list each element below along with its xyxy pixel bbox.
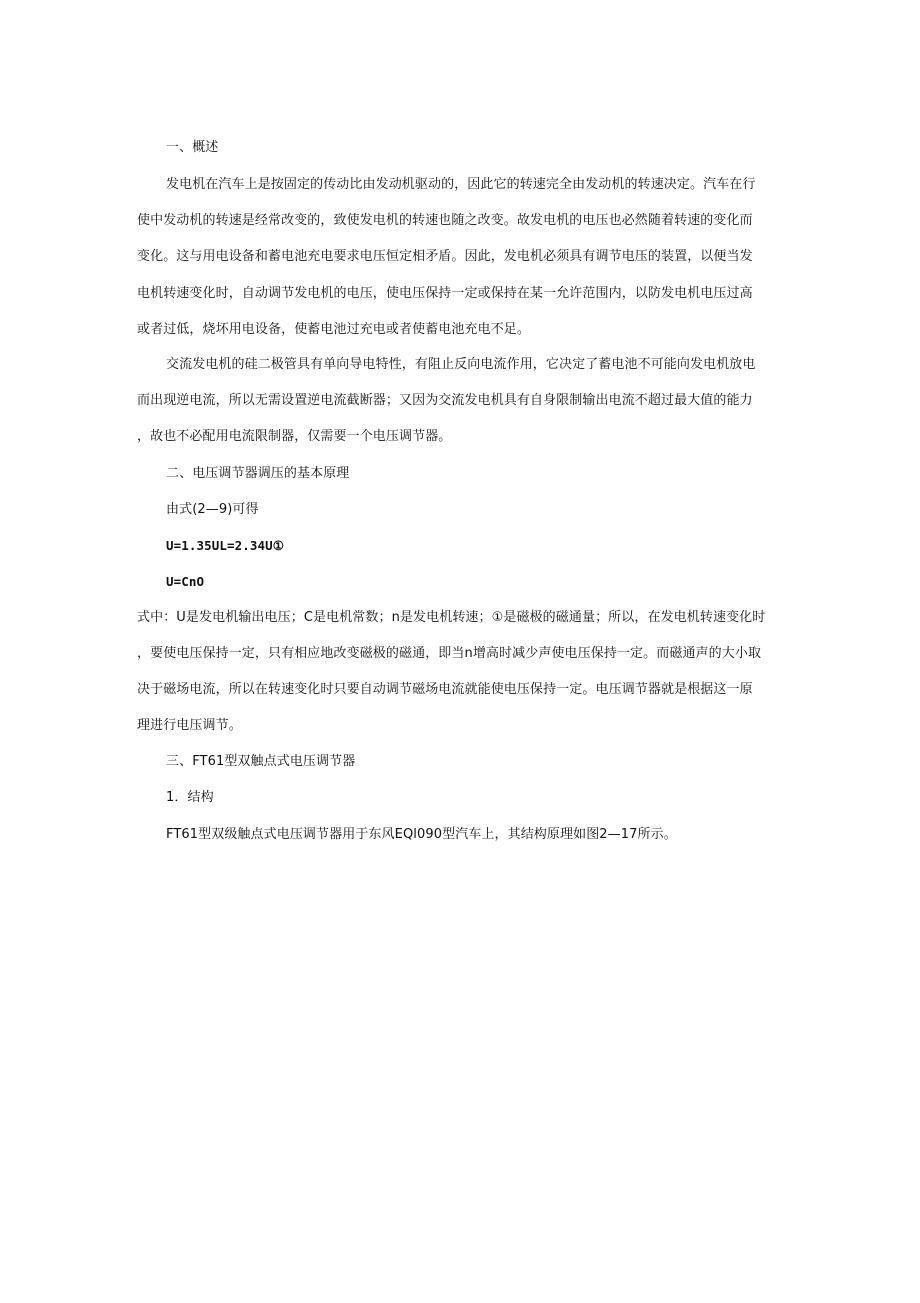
paragraph-line: 式中：U是发电机输出电压；C是电机常数；n是发电机转速；①是磁极的磁通量；所以，在发电机转速变化时: [137, 610, 766, 625]
paragraph-line: 变化。这与用电设备和蓄电池充电要求电压恒定相矛盾。因此，发电机必须具有调节电压的装置，以便当发: [137, 249, 753, 264]
paragraph-line: ，要使电压保持一定，只有相应地改变磁极的磁通，即当n增高时减少声使电压保持一定。而磁通声的大小取: [137, 646, 762, 661]
paragraph-line: 使中发动机的转速是经常改变的，致使发电机的转速也随之改变。故发电机的电压也必然随着转速的变化而: [137, 213, 753, 228]
formula-generator: U=CnO: [166, 574, 205, 589]
heading-principle: 二、电压调节器调压的基本原理: [166, 466, 350, 481]
heading-regulator: 三、FT61型双触点式电压调节器: [166, 754, 356, 769]
heading-structure: 1．结构: [166, 790, 214, 805]
paragraph-line: 而出现逆电流，所以无需设置逆电流截断器；又因为交流发电机具有自身限制输出电流不超过最大值的能力: [137, 393, 753, 408]
paragraph-line: ，故也不必配用电流限制器，仅需要一个电压调节器。: [137, 429, 452, 444]
paragraph-line: 发电机在汽车上是按固定的传动比由发动机驱动的，因此它的转速完全由发动机的转速决定。汽车在行: [166, 177, 756, 192]
paragraph-line: 决于磁场电流，所以在转速变化时只要自动调节磁场电流就能使电压保持一定。电压调节器就是根据这一原: [137, 682, 753, 697]
formula-intro: 由式(2—9)可得: [166, 502, 259, 517]
paragraph-line: 理进行电压调节。: [137, 718, 242, 733]
formula-voltage: U=1.35UL=2.34U①: [166, 538, 285, 553]
heading-overview: 一、概述: [166, 140, 219, 155]
paragraph-line: FT61型双级触点式电压调节器用于东风EQl090型汽车上，其结构原理如图2—17所示。: [166, 827, 677, 842]
paragraph-line: 电机转速变化时，自动调节发电机的电压，使电压保持一定或保持在某一允许范围内，以防发电机电压过高: [137, 286, 753, 301]
paragraph-line: 或者过低，烧坏用电设备，使蓄电池过充电或者使蓄电池充电不足。: [137, 322, 531, 337]
paragraph-line: 交流发电机的硅二极管具有单向导电特性，有阻止反向电流作用，它决定了蓄电池不可能向发电机放电: [166, 357, 756, 372]
